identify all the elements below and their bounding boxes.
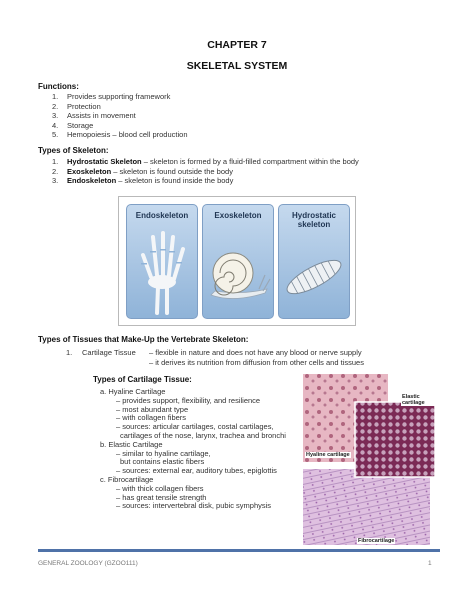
tissue-item-term: Cartilage Tissue xyxy=(82,348,136,357)
hyaline-cartilage-label: Hyaline cartilage xyxy=(306,452,350,458)
list-item: 1. Provides supporting framework xyxy=(52,92,171,101)
cartilage-types-list xyxy=(100,388,286,511)
list-item: a. Hyaline Cartilage xyxy=(100,387,166,396)
footer-course: GENERAL ZOOLOGY (GZOO111) xyxy=(38,560,138,567)
list-item: 3. Assists in movement xyxy=(52,111,136,121)
list-item: but contains elastic fibers xyxy=(120,457,205,467)
tissue-item-desc: – flexible in nature and does not have any blood or nerve supply xyxy=(149,348,362,357)
list-item: – sources: intervertebral disk, pubic symphysis xyxy=(116,501,272,511)
snail-shell-icon xyxy=(203,205,273,318)
list-item: – similar to hyaline cartilage, xyxy=(116,448,211,458)
hydrostatic-skeleton-panel: Hydrostatic skeleton xyxy=(278,204,350,319)
cartilage-micrograph-figure xyxy=(303,372,438,548)
tissue-item-desc: – it derives its nutrition from diffusion from other cells and tissues xyxy=(149,358,364,367)
chapter-heading: CHAPTER 7 xyxy=(207,39,267,51)
skeleton-types-heading: Types of Skeleton: xyxy=(38,146,109,155)
functions-heading: Functions: xyxy=(38,82,79,91)
tissues-heading: Types of Tissues that Make-Up the Vertebrate Skeleton: xyxy=(38,335,249,344)
list-item: cartilages of the nose, larynx, trachea and bronchi xyxy=(120,430,286,440)
list-item: 4. Storage xyxy=(52,120,94,130)
list-item: – provides support, flexibility, and resilience xyxy=(116,395,261,405)
list-item: 2. Protection xyxy=(52,101,101,111)
list-item: 1. Hydrostatic Skeleton – skeleton is formed by a fluid-filled compartment within the body xyxy=(52,157,359,166)
list-item: – most abundant type xyxy=(116,404,189,414)
list-item: b. Elastic Cartilage xyxy=(100,439,163,449)
list-item: 3. Endoskeleton – skeleton is found inside the body xyxy=(52,176,234,186)
footer-divider xyxy=(38,549,440,552)
list-item: – sources: articular cartilages, costal cartilages, xyxy=(116,422,274,432)
functions-list xyxy=(52,92,188,140)
list-item: – with collagen fibers xyxy=(116,413,187,423)
footer-page-number: 1 xyxy=(428,560,432,567)
list-item: c. Fibrocartilage xyxy=(100,474,154,484)
exoskeleton-panel: Exoskeleton xyxy=(202,204,274,319)
list-item: 5. Hemopoiesis – blood cell production xyxy=(52,130,188,140)
skeleton-types-figure xyxy=(118,196,356,326)
hand-skeleton-icon xyxy=(127,205,197,318)
page-title: SKELETAL SYSTEM xyxy=(186,60,288,72)
list-item: 2. Exoskeleton – skeleton is found outside the body xyxy=(52,166,233,176)
list-item: – with thick collagen fibers xyxy=(116,483,204,493)
cartilage-types-heading: Types of Cartilage Tissue: xyxy=(93,375,192,384)
tissue-item-number: 1. xyxy=(66,348,73,357)
list-item: – sources: external ear, auditory tubes, epiglottis xyxy=(116,466,277,476)
fibrocartilage-label: Fibrocartilage xyxy=(358,538,395,544)
list-item: – has great tensile strength xyxy=(116,492,207,502)
endoskeleton-panel: Endoskeleton xyxy=(126,204,198,319)
elastic-cartilage-label: Elastic cartilage xyxy=(401,394,438,406)
skeleton-types-list xyxy=(52,157,359,186)
